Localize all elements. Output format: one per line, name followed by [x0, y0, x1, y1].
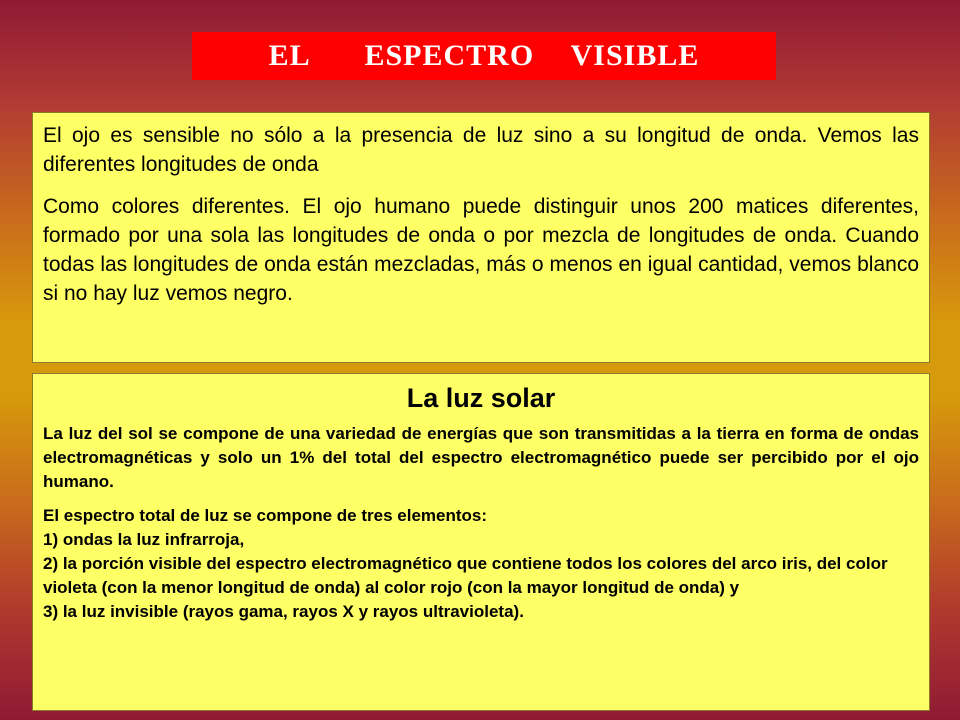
intro-paragraph-1: El ojo es sensible no sólo a la presencia de luz sino a su longitud de onda. Vemos las diferentes longitudes de onda: [43, 124, 919, 176]
solar-panel: [32, 373, 930, 711]
solar-paragraph-1: La luz del sol se compone de una variedad de energías que son transmitidas a la tierra en forma de ondas electromagnéticas y solo un 1% del total del espectro electromagnético puede ser percibido por el ojo humano.: [43, 424, 919, 491]
solar-list-item-1: 1) ondas la luz infrarroja,: [43, 530, 245, 549]
solar-heading: La luz solar: [406, 383, 556, 413]
solar-list-item-3: 3) la luz invisible (rayos gama, rayos X y rayos ultravioleta).: [43, 602, 524, 621]
intro-panel: [32, 112, 930, 363]
page-title: EL ESPECTRO VISIBLE: [268, 39, 700, 72]
solar-list-intro: El espectro total de luz se compone de tres elementos:: [43, 506, 488, 525]
solar-list-item-2: 2) la porción visible del espectro electromagnético que contiene todos los colores del arco iris, del color violeta (con la menor longitud de onda) al color rojo (con la mayor longitud de onda) y: [43, 554, 888, 597]
title-banner: [192, 32, 776, 80]
intro-paragraph-2: Como colores diferentes. El ojo humano puede distinguir unos 200 matices diferentes, formado por una sola las longitudes de onda o por mezcla de longitudes de onda. Cuando todas las longitudes de onda están mezcladas, más o menos en igual cantidad, vemos blanco si no hay luz vemos negro.: [43, 195, 919, 305]
